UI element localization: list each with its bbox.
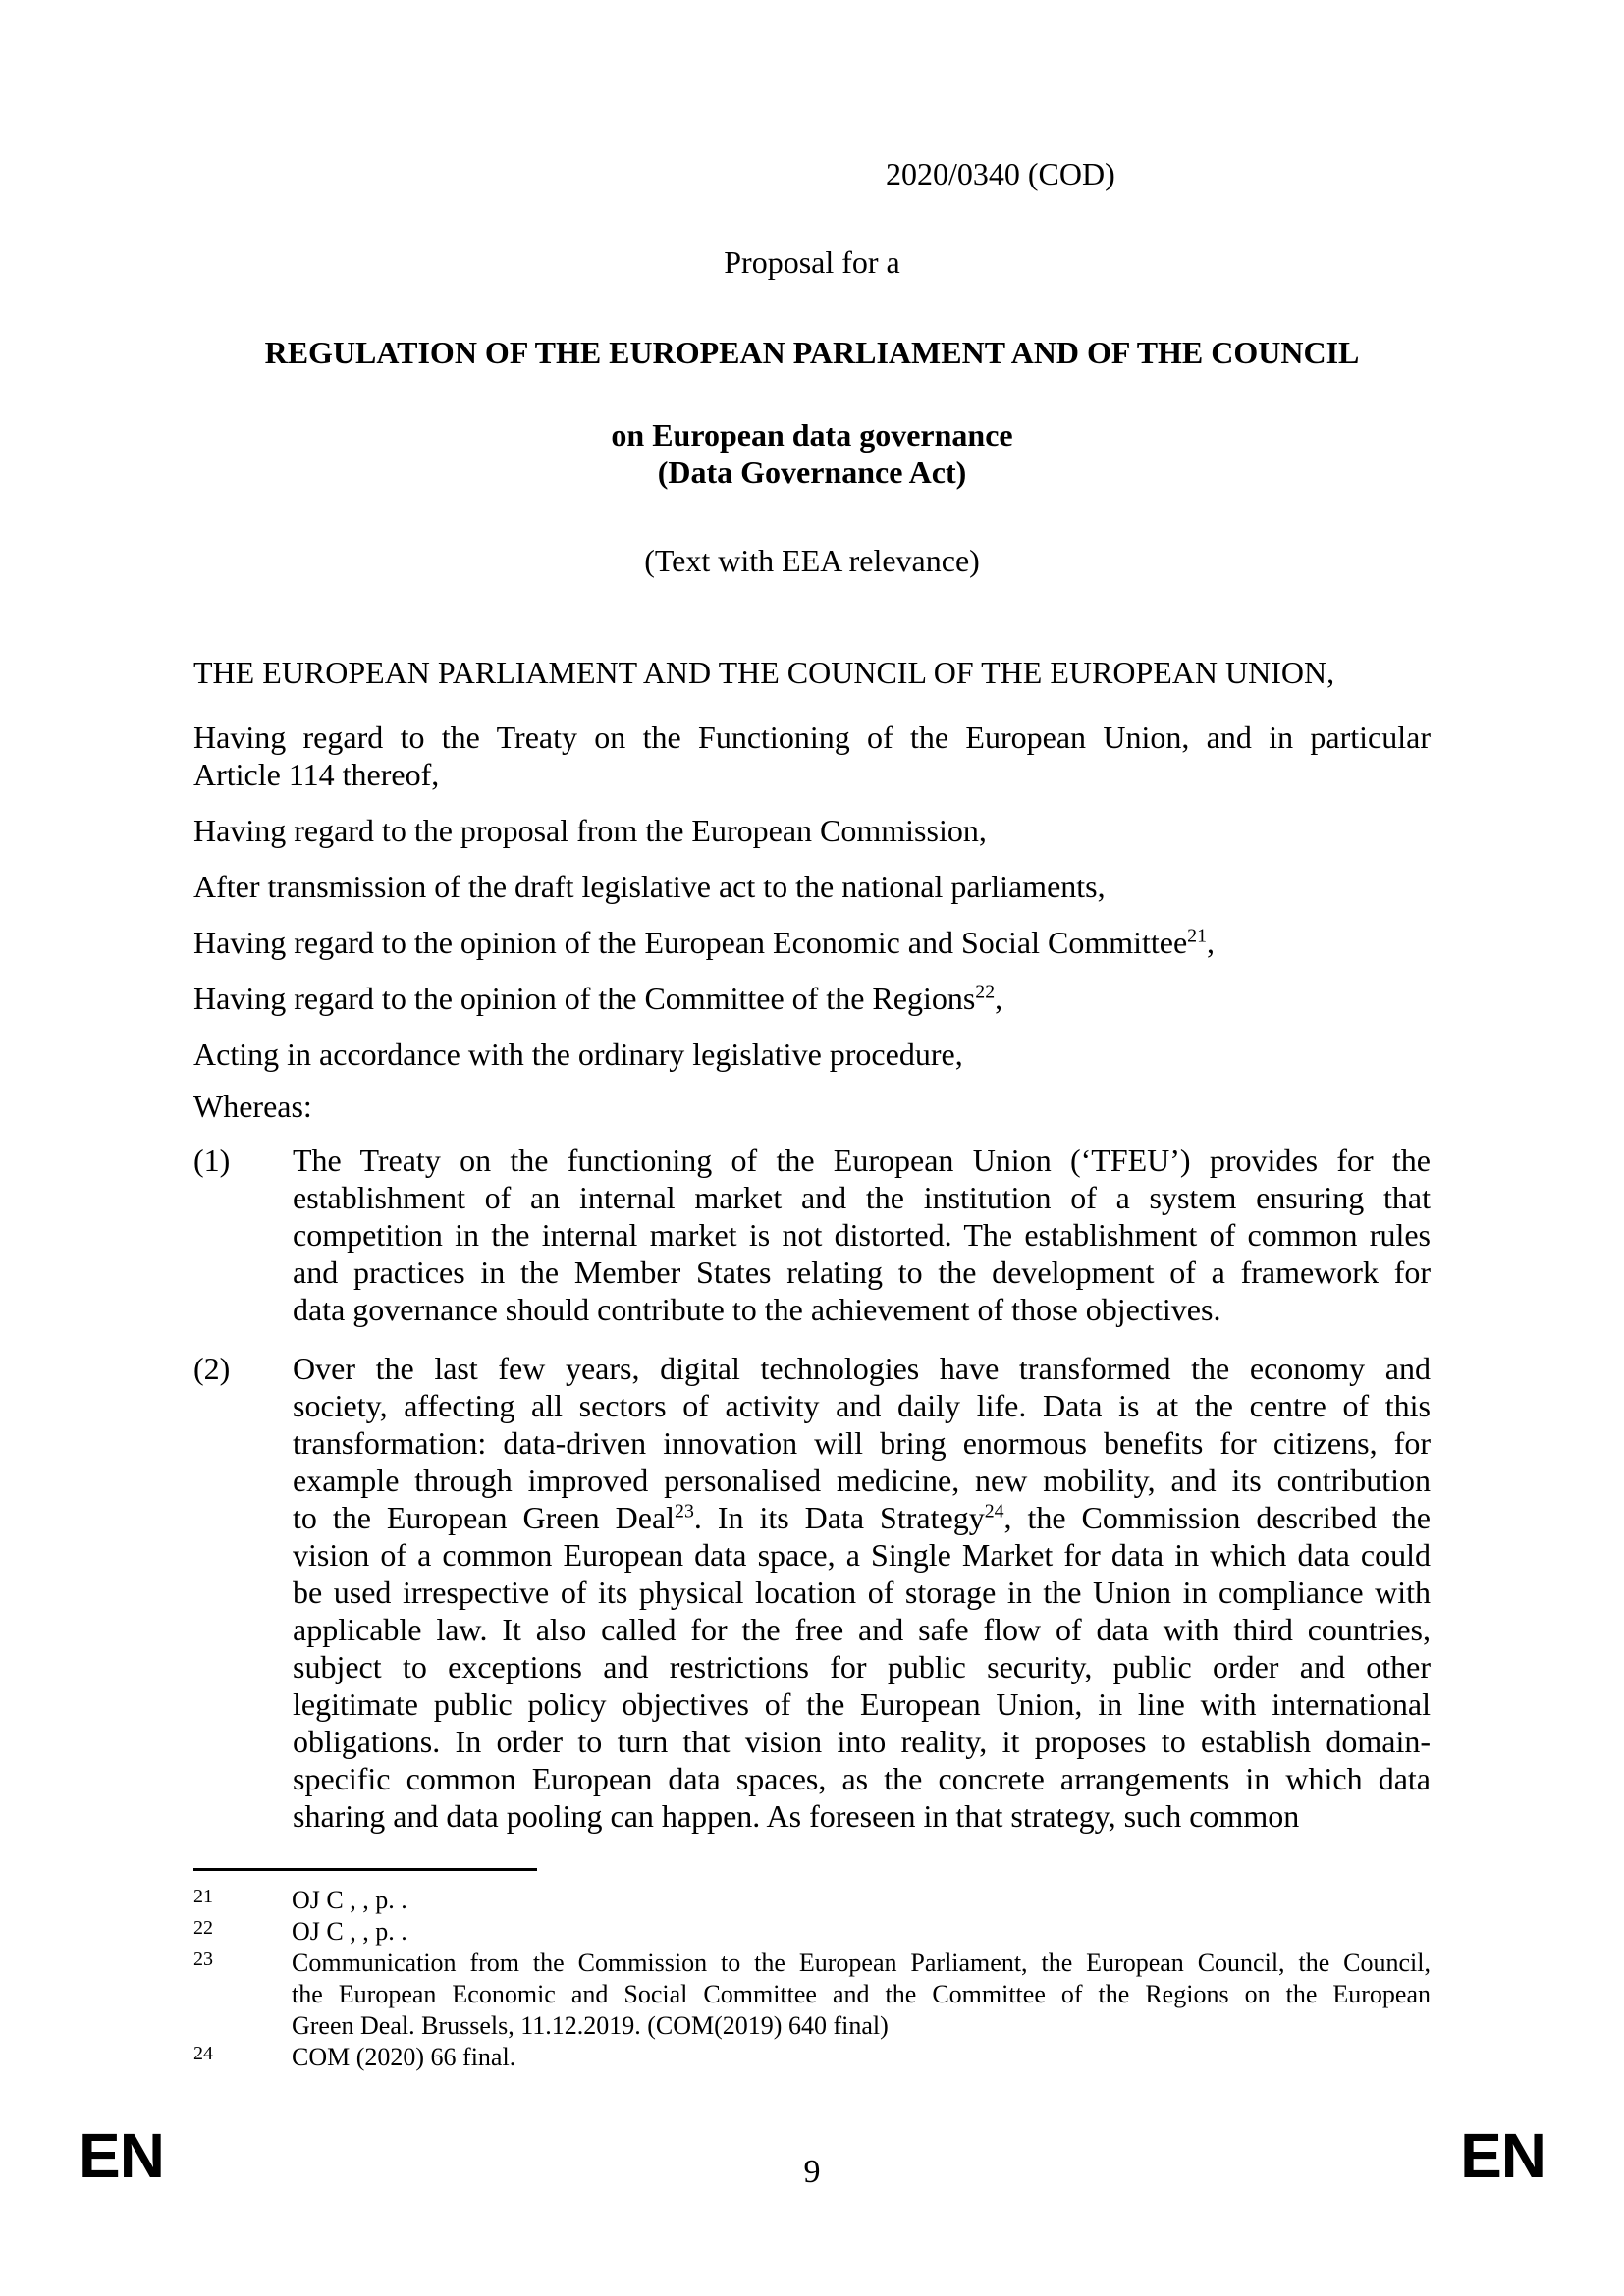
text-line: sharing and data pooling can happen. As foreseen in that strategy, such common [293, 1798, 1300, 1834]
text-line: Green Deal. Brussels, 11.12.2019. (COM(2019) 640 final) [292, 2011, 889, 2040]
text-line: establishment of an internal market and the institution of a system ensuring that [293, 1180, 1431, 1215]
text-line: competition in the internal market is not distorted. The establishment of common rules [293, 1217, 1431, 1253]
eea-relevance-note: (Text with EEA relevance) [644, 543, 980, 578]
document-content [193, 0, 1431, 1835]
footnote-number: 22 [193, 1917, 213, 1939]
page-number: 9 [803, 2154, 821, 2190]
recitals-section [193, 1142, 1431, 1835]
document-title: REGULATION OF THE EUROPEAN PARLIAMENT AND OF THE COUNCIL [264, 335, 1360, 370]
footnote [193, 1948, 1431, 2042]
footnote-separator [193, 1868, 537, 1871]
text-line: applicable law. It also called for the free and safe flow of data with third countries, [293, 1612, 1431, 1647]
footnote-ref: 23 [675, 1500, 694, 1522]
citations-section [193, 719, 1431, 1073]
recital [193, 1350, 1431, 1835]
text-line: legitimate public policy objectives of the European Union, in line with international [293, 1686, 1431, 1722]
procedure-number: 2020/0340 (COD) [886, 156, 1115, 191]
text-line: Over the last few years, digital technologies have transformed the economy and [293, 1351, 1431, 1386]
text-line: After transmission of the draft legislative act to the national parliaments, [193, 869, 1106, 904]
text-line: data governance should contribute to the achievement of those objectives. [293, 1292, 1221, 1327]
text-line: Communication from the Commission to the European Parliament, the European Council, the Council, [292, 1949, 1431, 1977]
text-line: Having regard to the opinion of the European Economic and Social Committee$^{21}$, [193, 925, 1215, 960]
text-line: example through improved personalised medicine, new mobility, and its contribution [293, 1463, 1431, 1498]
footnote [193, 1885, 1431, 1916]
preamble-opening: THE EUROPEAN PARLIAMENT AND THE COUNCIL OF THE EUROPEAN UNION, [193, 655, 1335, 690]
text-line: Having regard to the proposal from the European Commission, [193, 813, 987, 848]
footnote-ref: 24 [984, 1500, 1004, 1522]
whereas-label: Whereas: [193, 1089, 312, 1124]
text-line: OJ C , , p. . [292, 1886, 407, 1914]
language-marker-left: EN [79, 2120, 164, 2191]
text-line: transformation: data-driven innovation will bring enormous benefits for citizens, for [293, 1425, 1431, 1461]
text-line: Having regard to the Treaty on the Functioning of the European Union, and in particular [193, 720, 1431, 755]
recital [193, 1142, 1431, 1328]
text-line: vision of a common European data space, a Single Market for data in which data could [293, 1537, 1431, 1573]
text-line: subject to exceptions and restrictions for public security, public order and other [293, 1649, 1431, 1684]
text-line: and practices in the Member States relating to the development of a framework for [293, 1255, 1431, 1290]
footnote [193, 2042, 1431, 2073]
footnote-number: 21 [193, 1886, 213, 1907]
footnote [193, 1916, 1431, 1948]
text-line: obligations. In order to turn that vision into reality, it proposes to establish domain- [293, 1724, 1431, 1759]
text-line: Acting in accordance with the ordinary legislative procedure, [193, 1037, 963, 1072]
recital-number: (1) [193, 1143, 231, 1178]
text-line: be used irrespective of its physical location of storage in the Union in compliance with [293, 1575, 1431, 1610]
text-line: society, affecting all sectors of activity and daily life. Data is at the centre of this [293, 1388, 1431, 1423]
text-line: Article 114 thereof, [193, 757, 440, 792]
text-line: specific common European data spaces, as the concrete arrangements in which data [293, 1761, 1431, 1796]
subtitle-line-1: on European data governance [611, 417, 1013, 453]
language-marker-right: EN [1460, 2120, 1545, 2191]
citation-paragraph [193, 812, 1431, 849]
recital-number: (2) [193, 1351, 231, 1386]
citation-paragraph [193, 719, 1431, 793]
footnote-ref: 21 [1187, 925, 1207, 947]
text-line: COM (2020) 66 final. [292, 2043, 516, 2071]
text-line: to the European Green Deal$^{23}$. In its Data Strategy$^{24}$, the Commission described the [293, 1500, 1431, 1535]
footnotes-list [193, 1885, 1431, 2073]
text-line: The Treaty on the functioning of the European Union (‘TFEU’) provides for the [293, 1143, 1431, 1178]
document-subtitle [193, 416, 1431, 491]
citation-paragraph [193, 924, 1431, 961]
text-line: the European Economic and Social Committee and the Committee of the Regions on the European [292, 1980, 1431, 2008]
text-line: OJ C , , p. . [292, 1917, 407, 1946]
footnotes-section [193, 1868, 1431, 2073]
proposal-label: Proposal for a [724, 244, 900, 280]
citation-paragraph [193, 980, 1431, 1017]
text-line: Having regard to the opinion of the Committee of the Regions$^{22}$, [193, 981, 1003, 1016]
citation-paragraph [193, 1036, 1431, 1073]
footnote-ref: 22 [975, 981, 996, 1003]
subtitle-line-2: (Data Governance Act) [657, 454, 967, 490]
footnote-number: 24 [193, 2043, 213, 2064]
footnote-number: 23 [193, 1949, 213, 1970]
citation-paragraph [193, 868, 1431, 905]
